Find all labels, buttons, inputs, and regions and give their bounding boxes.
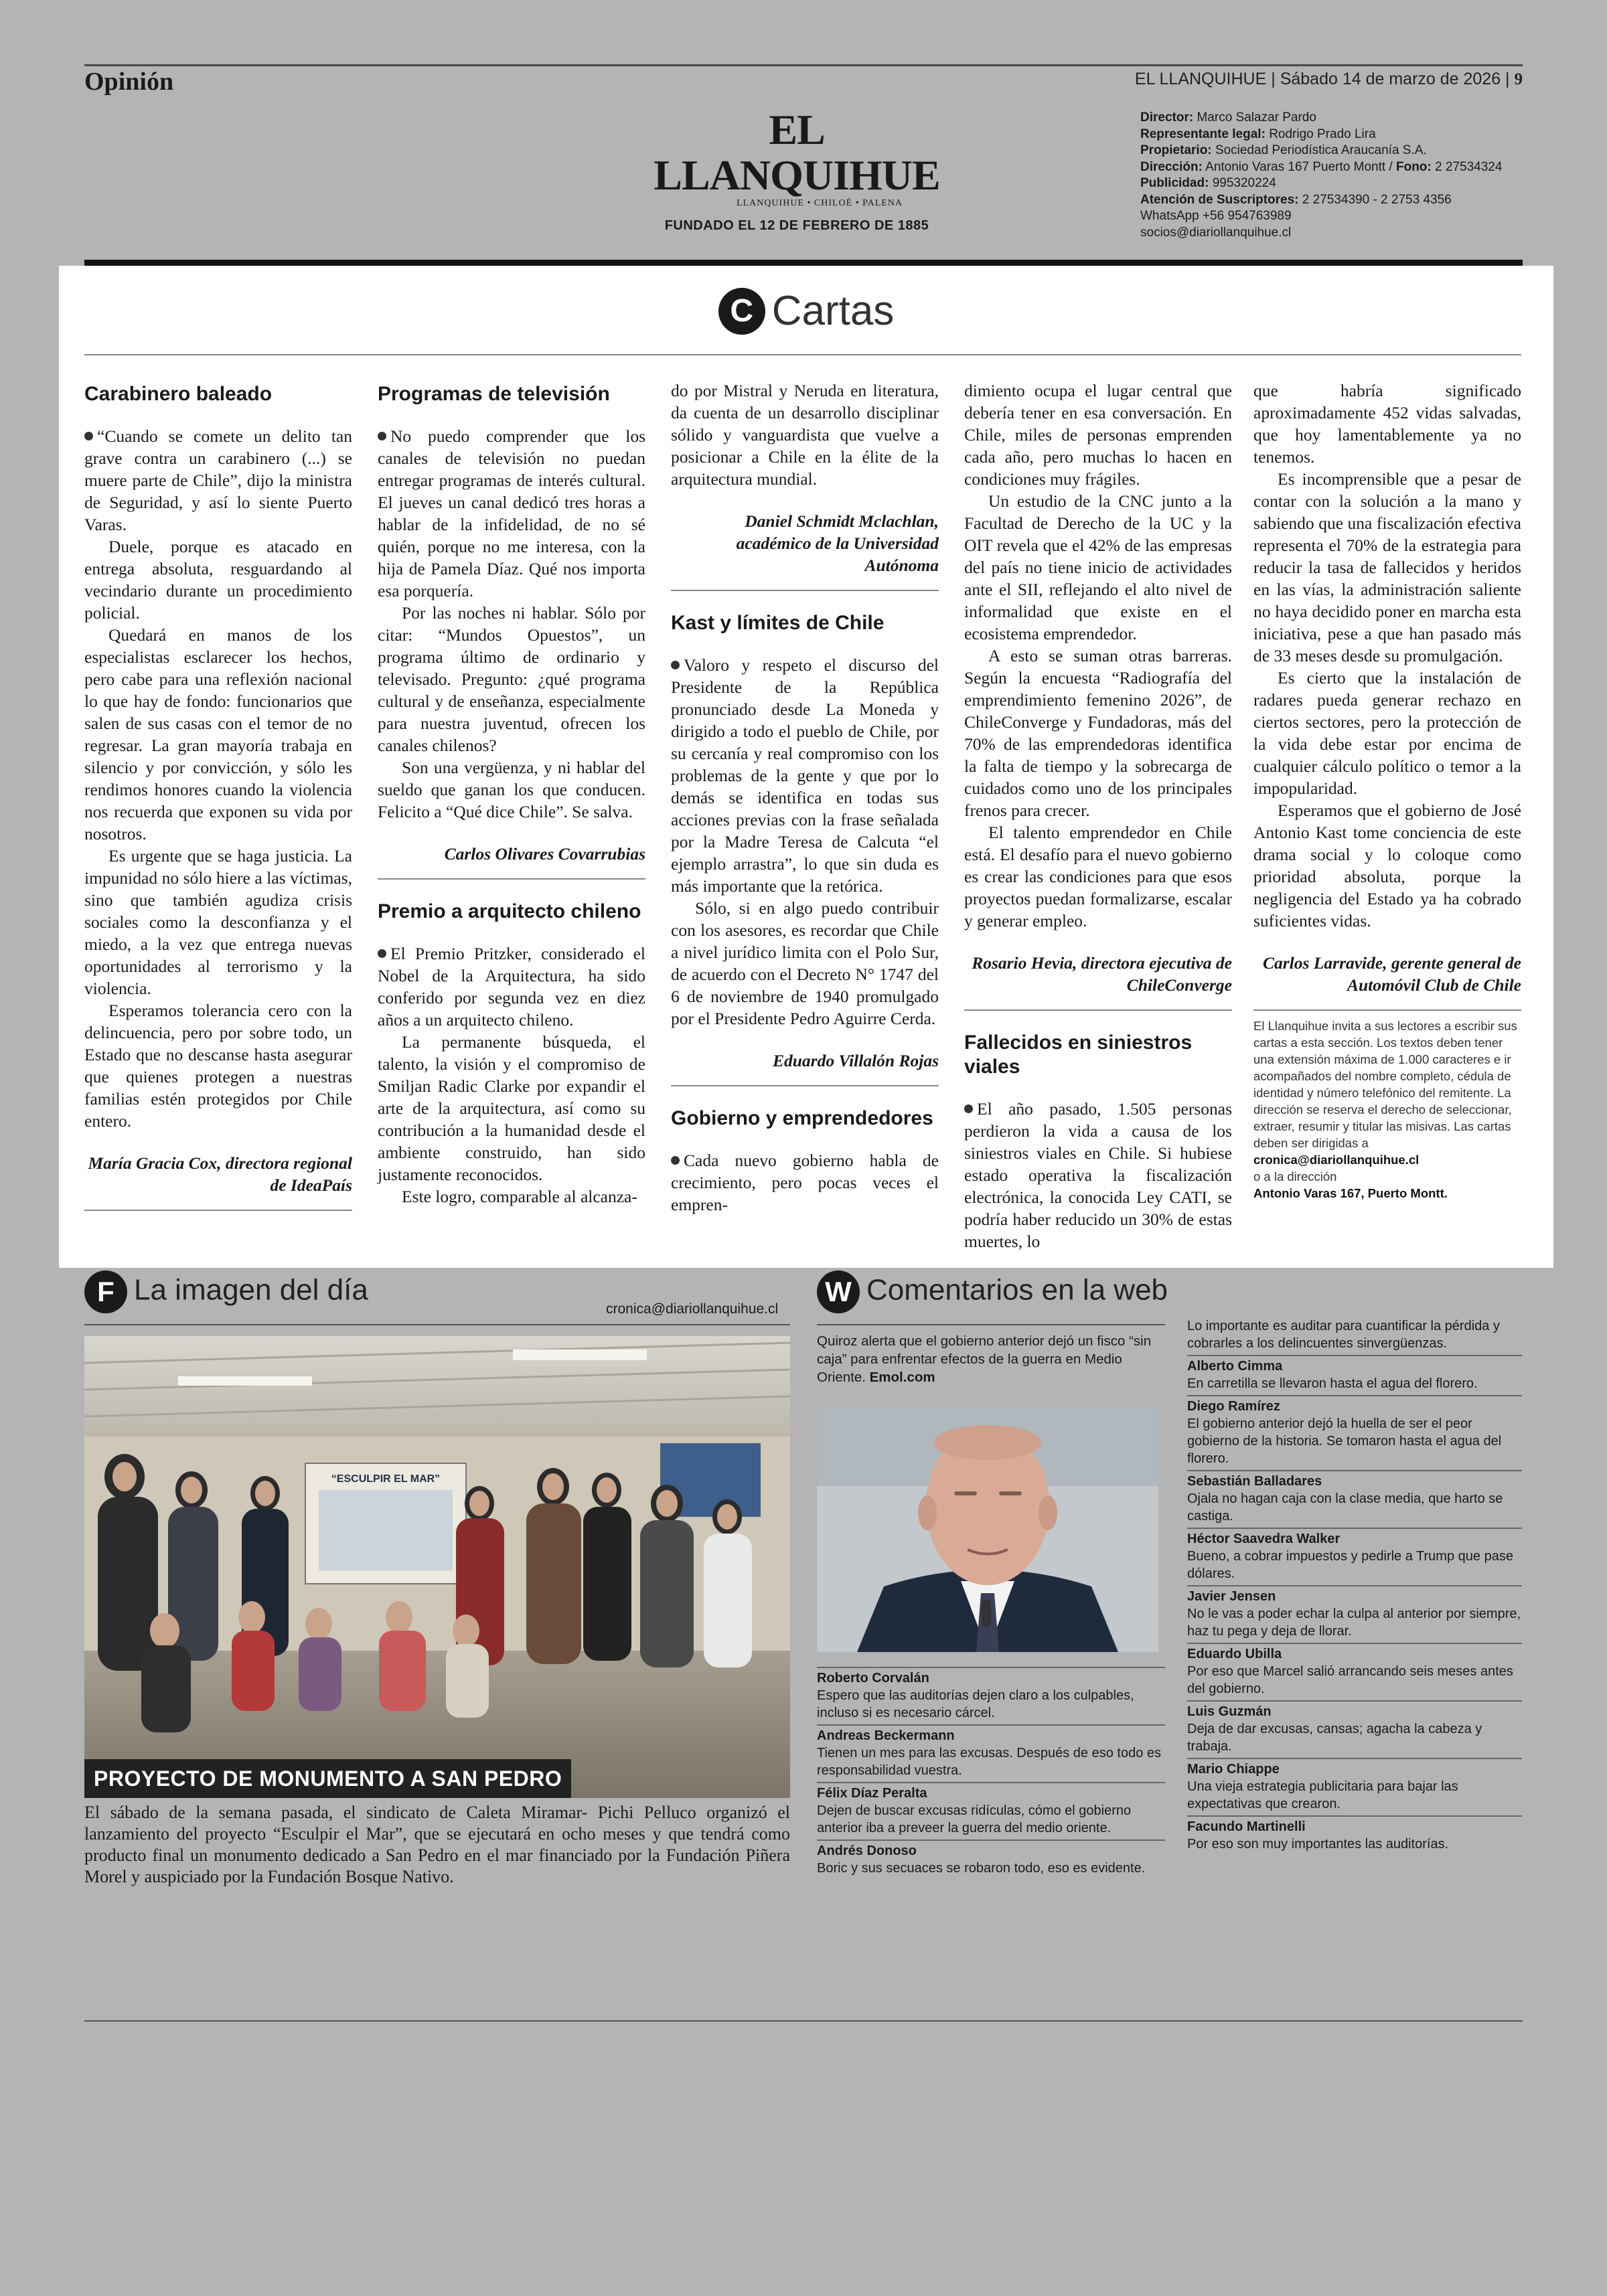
web-header bbox=[817, 1270, 1168, 1313]
comment-item bbox=[1187, 1355, 1522, 1392]
comment-author: Mario Chiappe bbox=[1187, 1762, 1280, 1777]
submission-address: Antonio Varas 167, Puerto Montt. bbox=[1253, 1186, 1448, 1200]
credit-line: Publicidad: 995320224 bbox=[1140, 176, 1276, 190]
top-rule bbox=[84, 64, 1523, 66]
letter-paragraph: Esperamos que el gobierno de José Antonio Kast tome conciencia de este drama social y lo coloque como prioridad absoluta, porque la negligencia del Estado ya ha cobrado suficientes vidas. bbox=[1253, 801, 1521, 930]
comment-text: Espero que las auditorías dejen claro a los culpables, incluso si es necesario cárcel. bbox=[817, 1688, 1134, 1720]
comment-author: Andrés Donoso bbox=[817, 1843, 917, 1858]
letter-column-4 bbox=[964, 380, 1232, 1252]
letter-column-5 bbox=[1253, 380, 1521, 1202]
letter-paragraph: No puedo comprender que los canales de televisión no puedan entregar programas de interés cultural. El jueves un canal dedicó tres horas a hablar de la infidelidad, de no sé quién, porque no me interesa, con la hija de Pamela Díaz. Qué nos importa esa porquería. bbox=[378, 426, 645, 600]
letter-paragraph: Quedará en manos de los especialistas esclarecer los hechos, pero cabe para una reflexión nacional lo que hay de fondo: funcionarios que salen de sus casas con el temor de no regresar. La gran mayoría trabaja en silencio y por convicción, y sólo les rendimos honores cuando la violencia nos recuerda que exponen su vida por nosotros. bbox=[84, 625, 352, 843]
comment-item bbox=[1187, 1815, 1522, 1853]
imagen-rule bbox=[84, 1324, 790, 1325]
bullet-icon bbox=[671, 1156, 680, 1165]
imagen-email[interactable]: cronica@diariollanquihue.cl bbox=[606, 1301, 779, 1317]
comment-intro: Lo importante es auditar para cuantificar la pérdida y cobrarles a los delincuentes sinvergüenzas. bbox=[1187, 1319, 1500, 1351]
logo-subtitle: LLANQUIHUE • CHILOÉ • PALENA bbox=[737, 198, 903, 208]
logo-text: EL LLANQUIHUE bbox=[654, 106, 940, 199]
web-badge-icon: W bbox=[817, 1270, 860, 1313]
letter-paragraph: Este logro, comparable al alcanza- bbox=[402, 1187, 637, 1206]
imagen-title: La imagen del día bbox=[134, 1273, 368, 1307]
letter-paragraph: El talento emprendedor en Chile está. El desafío para el nuevo gobierno es crear las condiciones para que esos proyectos puedan formalizarse, escalar y generar empleo. bbox=[964, 823, 1232, 930]
comment-author: Héctor Saavedra Walker bbox=[1187, 1532, 1341, 1546]
credit-line: socios@diariollanquihue.cl bbox=[1140, 225, 1292, 240]
comment-item bbox=[817, 1667, 1165, 1722]
letter-paragraph: Un estudio de la CNC junto a la Facultad de Derecho de la UC y la OIT revela que el 42% de las empresas del país no tiene inicio de actividades ante el SII, reflejando el alto nivel de informalidad que existe en el ecosistema emprendedor. bbox=[964, 491, 1232, 643]
dateline: EL LLANQUIHUE | Sábado 14 de marzo de 2026 | 9 bbox=[1134, 70, 1523, 88]
paper-name: EL LLANQUIHUE bbox=[1134, 70, 1267, 88]
letter-paragraph: dimiento ocupa el lugar central que debería tener en esa conversación. En Chile, miles de personas emprenden cada año, pero muchas lo hacen en condiciones muy frágiles. bbox=[964, 381, 1232, 489]
letter-paragraph: do por Mistral y Neruda en literatura, da cuenta de un desarrollo disciplinar sólido y vanguardista que vuelve a posicionar a Chile en la élite de la arquitectura mundial. bbox=[671, 381, 939, 489]
comments-list-left bbox=[817, 1667, 1165, 1880]
letter-heading: Gobierno y emprendedores bbox=[671, 1107, 933, 1129]
comment-text: No le vas a poder echar la culpa al anterior por siempre, haz tu pega y deja de llorar. bbox=[1187, 1607, 1521, 1639]
submission-email[interactable]: cronica@diariollanquihue.cl bbox=[1253, 1153, 1420, 1167]
comment-author: Eduardo Ubilla bbox=[1187, 1647, 1282, 1661]
web-lead: Quiroz alerta que el gobierno anterior dejó un fisco “sin caja” para enfrentar efectos de la guerra en Medio Oriente. Emol.com bbox=[817, 1333, 1152, 1385]
letter-column-1 bbox=[84, 380, 352, 1231]
comment-item bbox=[1187, 1758, 1522, 1813]
credit-line: Director: Marco Salazar Pardo bbox=[1140, 110, 1316, 125]
comment-item bbox=[817, 1782, 1165, 1837]
masthead-rule bbox=[84, 260, 1523, 266]
letter-paragraph: El año pasado, 1.505 personas perdieron la vida a causa de los siniestros viales en Chile. Si hubiese estado operativa la fiscalización electrónica, la conocida Ley CATI, se podría haber reducido un 30% de estas muertes, lo bbox=[964, 1099, 1232, 1251]
web-title: Comentarios en la web bbox=[866, 1273, 1168, 1307]
date: Sábado 14 de marzo de 2026 bbox=[1280, 70, 1501, 88]
letter-paragraph: El Premio Pritzker, considerado el Nobel de la Arquitectura, ha sido conferido por segunda vez en diez años a un arquitecto chileno. bbox=[378, 944, 645, 1030]
divider bbox=[378, 878, 645, 880]
bullet-icon bbox=[378, 432, 386, 440]
comment-text: Una vieja estrategia publicitaria para bajar las expectativas que crearon. bbox=[1187, 1779, 1458, 1811]
staff-credits bbox=[1140, 110, 1515, 241]
comment-text: Deja de dar excusas, cansas; agacha la cabeza y trabaja. bbox=[1187, 1722, 1482, 1754]
comment-author: Andreas Beckermann bbox=[817, 1728, 955, 1743]
comment-text: Bueno, a cobrar impuestos y pedirle a Trump que pase dólares. bbox=[1187, 1549, 1513, 1581]
comment-text: Dejen de buscar excusas ridículas, cómo el gobierno anterior iba a preveer la guerra del medio oriente. bbox=[817, 1803, 1132, 1835]
group-photo-illustration bbox=[84, 1336, 790, 1798]
letter-paragraph: “Cuando se comete un delito tan grave contra un carabinero (...) se muere parte de Chile”, dijo la ministra de Seguridad, y así lo siente Puerto Varas. bbox=[84, 426, 352, 534]
divider bbox=[964, 1009, 1232, 1011]
politician-photo bbox=[817, 1406, 1158, 1652]
letter-heading: Premio a arquitecto chileno bbox=[378, 900, 641, 922]
cartas-header bbox=[59, 287, 1553, 343]
comment-item bbox=[1187, 1528, 1522, 1582]
comment-item bbox=[1187, 1395, 1522, 1467]
photo-caption-title: PROYECTO DE MONUMENTO A SAN PEDRO bbox=[84, 1759, 571, 1798]
comment-text: Por eso son muy importantes las auditorías. bbox=[1187, 1837, 1449, 1852]
comment-author: Roberto Corvalán bbox=[817, 1671, 929, 1686]
cartas-title: Cartas bbox=[771, 288, 895, 334]
comment-author: Javier Jensen bbox=[1187, 1589, 1276, 1604]
letter-paragraph: La permanente búsqueda, el talento, la visión y el compromiso de Smiljan Radic Clarke por expandir el arte de la arquitectura, así como su contribución a la humanidad desde el ambiente construido, han sido justamente reconocidos. bbox=[378, 1032, 645, 1184]
web-rule bbox=[817, 1324, 1165, 1325]
cartas-badge-icon: C bbox=[718, 288, 765, 335]
letter-paragraph: Cada nuevo gobierno habla de crecimiento, pero pocas veces el empren- bbox=[671, 1151, 939, 1214]
bullet-icon bbox=[378, 949, 386, 958]
comment-text: Tienen un mes para las excusas. Después de eso todo es responsabilidad vuestra. bbox=[817, 1746, 1162, 1778]
credit-line: WhatsApp +56 954763989 bbox=[1140, 209, 1292, 223]
comment-author: Félix Díaz Peralta bbox=[817, 1786, 927, 1801]
divider bbox=[1253, 1009, 1521, 1011]
comment-author: Diego Ramírez bbox=[1187, 1399, 1280, 1414]
letter-paragraph: Duele, porque es atacado en entrega absoluta, resguardando al vecindario durante un procedimiento policial. bbox=[84, 537, 352, 623]
comment-text: Por eso que Marcel salió arrancando seis meses antes del gobierno. bbox=[1187, 1664, 1513, 1696]
bullet-icon bbox=[964, 1104, 973, 1113]
founded-line: FUNDADO EL 12 DE FEBRERO DE 1885 bbox=[664, 218, 929, 233]
comment-author: Sebastián Balladares bbox=[1187, 1474, 1322, 1489]
bullet-icon bbox=[84, 432, 93, 440]
letter-heading: Kast y límites de Chile bbox=[671, 612, 885, 634]
letter-paragraph: Es cierto que la instalación de radares pueda generar rechazo en ciertos sectores, pero la protección de la vida debe estar por encima de cualquier cálculo político o temor a la impopularidad. bbox=[1253, 668, 1521, 798]
letter-paragraph: Es incomprensible que a pesar de contar con la solución a la mano y sabiendo que una fiscalización efectiva representa el 70% de la estrategia para reducir la tasa de fallecidos y heridos en las vías, la administración saliente no haya decidido poner en marcha esta iniciativa, pese a que han pasado más de 33 meses desde su promulgación. bbox=[1253, 469, 1521, 665]
letter-paragraph: Esperamos tolerancia cero con la delincuencia, pero por sobre todo, un Estado que no descanse hasta asegurar que quienes protegen a nuestras familias estén protegidos por Chile entero. bbox=[84, 1001, 352, 1131]
letter-signature: Daniel Schmidt Mclachlan, académico de la Universidad Autónoma bbox=[736, 511, 939, 575]
bullet-icon bbox=[671, 661, 680, 669]
comment-author: Facundo Martinelli bbox=[1187, 1819, 1306, 1834]
masthead-logo bbox=[643, 107, 951, 234]
credit-line: Dirección: Antonio Varas 167 Puerto Montt / Fono: 2 27534324 bbox=[1140, 159, 1503, 174]
comment-item bbox=[1187, 1585, 1522, 1640]
credit-line: Propietario: Sociedad Periodística Araucanía S.A. bbox=[1140, 143, 1427, 157]
comment-text: En carretilla se llevaron hasta el agua del florero. bbox=[1187, 1376, 1478, 1391]
letter-column-2 bbox=[378, 380, 645, 1208]
letter-paragraph: Valoro y respeto el discurso del Presidente de la República pronunciado desde La Moneda y dirigido a todo el pueblo de Chile, por su cercanía y real compromiso con los problemas de la gente y que por lo demás se identifica en todas sus acciones previas con la frase señalada por la Madre Teresa de Calcuta “el ejemplo arrastra”, lo que sin duda es más importante que la retórica. bbox=[671, 655, 939, 896]
comment-text: El gobierno anterior dejó la huella de ser el peor gobierno de la historia. Se tomaron hasta el agua del florero. bbox=[1187, 1416, 1502, 1466]
group-photo bbox=[84, 1336, 790, 1798]
letter-paragraph: Por las noches ni hablar. Sólo por citar: “Mundos Opuestos”, un programa último de ordinario y televisado. Pregunto: ¿qué programa cultural y de enseñanza, especialmente para nuestra juventud, ofrecen los canales chilenos? bbox=[378, 603, 645, 755]
letter-heading: Fallecidos en siniestros viales bbox=[964, 1032, 1193, 1078]
comment-item bbox=[1187, 1470, 1522, 1525]
credit-line: Representante legal: Rodrigo Prado Lira bbox=[1140, 127, 1376, 141]
comment-author: Luis Guzmán bbox=[1187, 1704, 1272, 1719]
imagen-header bbox=[84, 1270, 368, 1313]
divider bbox=[671, 1085, 939, 1086]
letter-paragraph: Son una vergüenza, y ni hablar del sueldo que ganan los que conducen. Felicito a “Qué dice Chile”. Se salva. bbox=[378, 758, 645, 821]
letter-paragraph: Sólo, si en algo puedo contribuir con los asesores, es recordar que Chile a nivel jurídico limita con el Polo Sur, de acuerdo con el Decreto N° 1747 del 6 de noviembre de 1940 promulgado por el Presidente Pedro Aguirre Cerda. bbox=[671, 898, 939, 1028]
section-label: Opinión bbox=[84, 68, 174, 96]
cartas-rule bbox=[84, 354, 1521, 355]
letter-signature: Carlos Larravide, gerente general de Automóvil Club de Chile bbox=[1263, 953, 1521, 995]
page-number: 9 bbox=[1514, 70, 1523, 88]
divider bbox=[671, 590, 939, 591]
politician-portrait bbox=[817, 1406, 1158, 1652]
letter-heading: Programas de televisión bbox=[378, 383, 610, 405]
cartas-section bbox=[59, 266, 1553, 1268]
letter-heading: Carabinero baleado bbox=[84, 383, 273, 405]
letter-column-3 bbox=[671, 380, 939, 1216]
comment-item bbox=[1187, 1700, 1522, 1755]
comment-item bbox=[817, 1724, 1165, 1779]
letter-paragraph: que habría significado aproximadamente 452 vidas salvadas, que hoy lamentablemente ya no tenemos. bbox=[1253, 381, 1521, 467]
imagen-badge-icon: F bbox=[84, 1270, 127, 1313]
comment-item bbox=[817, 1839, 1165, 1877]
letter-signature: Eduardo Villalón Rojas bbox=[772, 1051, 939, 1070]
letter-paragraph: A esto se suman otras barreras. Según la encuesta “Radiografía del emprendimiento femenino 2026”, de ChileConverge y Fundadoras, más del 70% de las emprendedoras identifica la falta de tiempo y la sobrecarga de cuidados como uno de los principales frenos para crecer. bbox=[964, 646, 1232, 820]
comment-author: Alberto Cimma bbox=[1187, 1359, 1283, 1374]
banner-text: “ESCULPIR EL MAR” bbox=[331, 1473, 441, 1485]
letter-signature: María Gracia Cox, directora regional de IdeaPaís bbox=[88, 1153, 352, 1195]
divider bbox=[84, 1210, 352, 1211]
bottom-rule bbox=[84, 2020, 1523, 2022]
comment-text: Boric y sus secuaces se robaron todo, eso es evidente. bbox=[817, 1861, 1146, 1876]
submission-note: El Llanquihue invita a sus lectores a escribir sus cartas a esta sección. Los textos deben tener una extensión máxima de 1.000 caracteres e ir acompañados del nombre completo, cédula de identidad y número telefónico del remitente. La dirección se reserva el derecho de seleccionar, extraer, resumir y titular las misivas. Las cartas deben ser dirigidas a cronica@diariollanquihue.cl o a la dirección Antonio Varas 167, Puerto Montt. bbox=[1253, 1019, 1517, 1200]
comment-item bbox=[1187, 1643, 1522, 1698]
letter-signature: Carlos Olivares Covarrubias bbox=[444, 844, 645, 864]
letter-signature: Rosario Hevia, directora ejecutiva de ChileConverge bbox=[972, 953, 1232, 995]
comments-list-right bbox=[1187, 1316, 1522, 1856]
lead-source: Emol.com bbox=[869, 1370, 935, 1385]
letter-paragraph: Es urgente que se haga justicia. La impunidad no sólo hiere a las víctimas, sino que también agudiza crisis sociales como la desconfianza y el miedo, a la vez que entrega nuevas oportunidades al terrorismo y la violencia. bbox=[84, 846, 352, 998]
credit-line: Atención de Suscriptores: 2 27534390 - 2 2753 4356 bbox=[1140, 192, 1452, 207]
photo-description: El sábado de la semana pasada, el sindicato de Caleta Miramar- Pichi Pelluco organizó el lanzamiento del proyecto “Esculpir el Mar”, que se ejecutará en ocho meses y que tendrá como producto final un monumento dedicado a San Pedro en el mar financiado por la Fundación Piñera Morel y auspiciado por la Fundación Bosque Nativo. bbox=[84, 1803, 790, 1886]
comment-text: Ojala no hagan caja con la clase media, que harto se castiga. bbox=[1187, 1491, 1503, 1524]
